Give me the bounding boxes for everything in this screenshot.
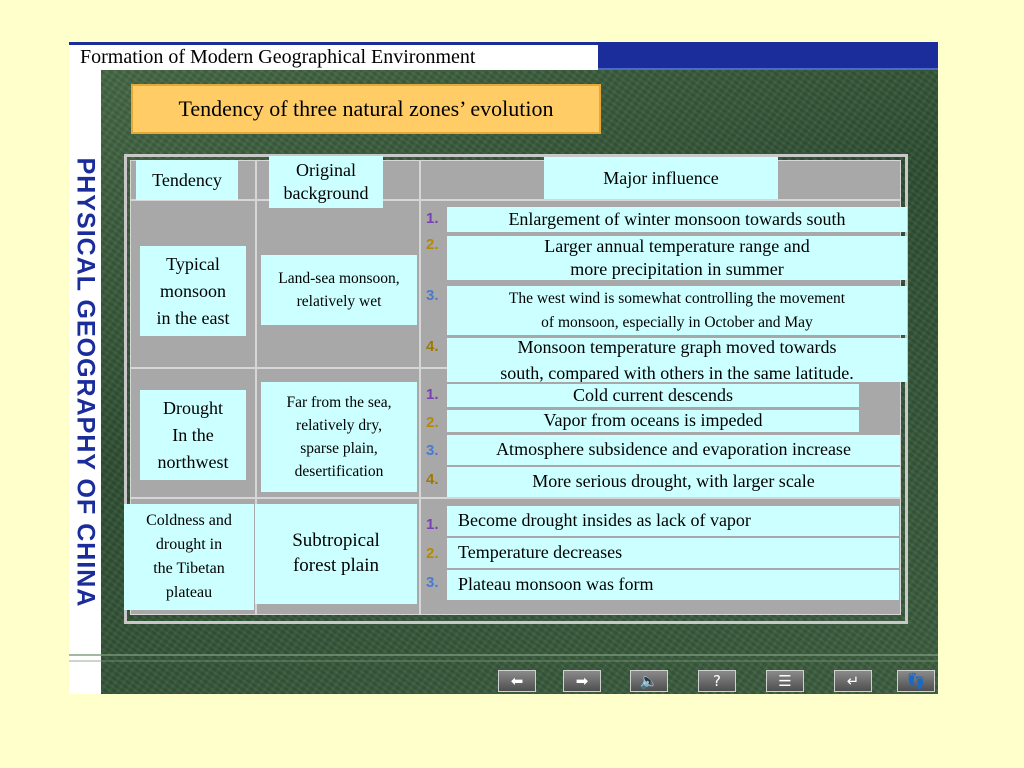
influence-item: Cold current descends (447, 384, 859, 407)
influence-item: More serious drought, with larger scale (447, 467, 900, 497)
item-number: 2. (426, 545, 439, 562)
divider (69, 654, 938, 656)
footprints-icon: 👣 (906, 671, 926, 690)
vertical-banner-text: PHYSICAL GEOGRAPHY OF CHINA (71, 157, 100, 607)
item-number: 3. (426, 287, 439, 304)
influence-item: The west wind is somewhat controlling the movement of monsoon, especially in October and May (447, 286, 907, 335)
question-icon: ? (713, 671, 721, 690)
background-northwest-drought: Far from the sea, relatively dry, sparse plain, desertification (261, 382, 417, 492)
header-bar (69, 42, 938, 70)
tendency-tibetan-plateau: Coldness and drought in the Tibetan plateau (124, 504, 254, 610)
item-number: 1. (426, 210, 439, 227)
influence-item: Monsoon temperature graph moved towards south, compared with others in the same latitude. (447, 338, 907, 382)
slide-frame (69, 42, 938, 694)
header-tendency: Tendency (136, 160, 238, 200)
influence-item: Larger annual temperature range and more precipitation in summer (447, 236, 907, 280)
item-number: 2. (426, 236, 439, 253)
influence-item: Vapor from oceans is impeded (447, 410, 859, 432)
item-number: 1. (426, 516, 439, 533)
sound-button[interactable] (630, 670, 668, 692)
item-number: 3. (426, 442, 439, 459)
influence-item: Enlargement of winter monsoon towards south (447, 207, 907, 232)
influence-item: Plateau monsoon was form (447, 570, 899, 600)
back-button[interactable] (498, 670, 536, 692)
tendency-northwest-drought: Drought In the northwest (140, 390, 246, 480)
item-number: 4. (426, 338, 439, 355)
list-icon: ☰ (778, 671, 792, 690)
background-east-monsoon: Land-sea monsoon, relatively wet (261, 255, 417, 325)
influence-item: Atmosphere subsidence and evaporation increase (447, 435, 900, 465)
arrow-right-icon: ➡ (575, 671, 589, 690)
arrow-left-icon: ⬅ (510, 671, 524, 690)
exit-button[interactable] (897, 670, 935, 692)
item-number: 3. (426, 574, 439, 591)
tendency-east-monsoon: Typical monsoon in the east (140, 246, 246, 336)
help-button[interactable] (698, 670, 736, 692)
influence-item: Become drought insides as lack of vapor (447, 506, 899, 536)
item-number: 1. (426, 386, 439, 403)
background-tibetan-plateau: Subtropical forest plain (255, 504, 417, 604)
divider (69, 660, 938, 662)
header-major-influence: Major influence (544, 157, 778, 199)
return-button[interactable] (834, 670, 872, 692)
influence-item: Temperature decreases (447, 538, 899, 568)
header-original-background: Original background (269, 156, 383, 208)
menu-button[interactable] (766, 670, 804, 692)
forward-button[interactable] (563, 670, 601, 692)
speaker-icon: 🔈 (639, 671, 659, 690)
slide-subtitle: Tendency of three natural zones’ evolution (131, 84, 601, 134)
vertical-banner (69, 70, 101, 694)
item-number: 4. (426, 471, 439, 488)
page-title: Formation of Modern Geographical Environment (69, 45, 598, 70)
return-icon: ↵ (846, 671, 860, 690)
item-number: 2. (426, 414, 439, 431)
